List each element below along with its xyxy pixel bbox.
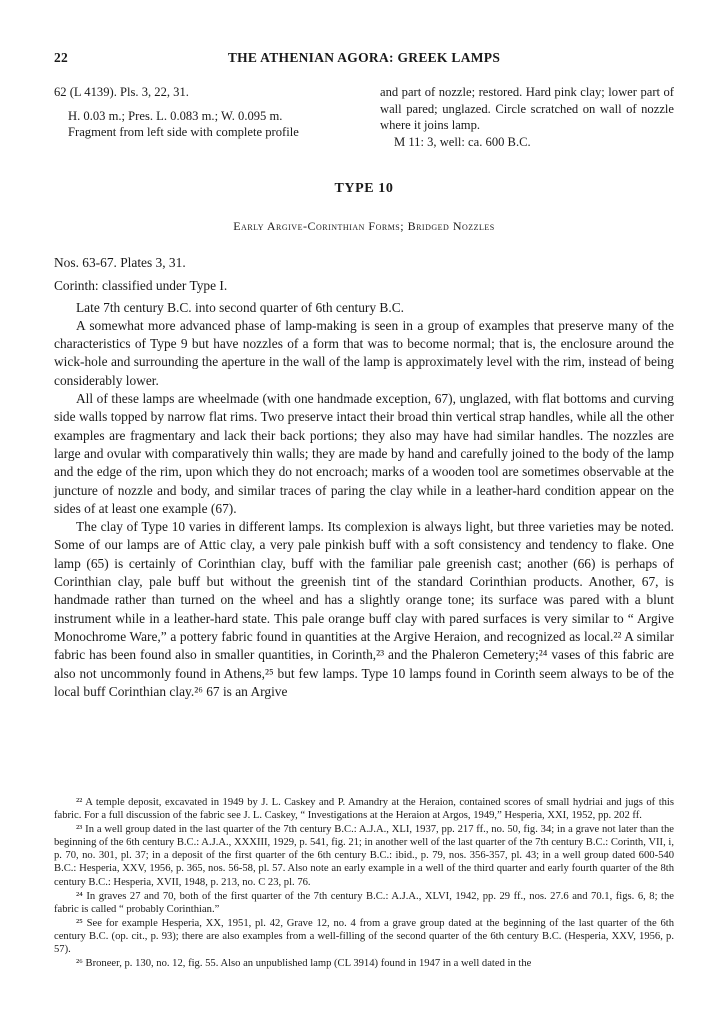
catalog-entry-right-column [380, 84, 674, 150]
footnote-25: ²⁵ See for example Hesperia, XX, 1951, pl. 42, Grave 12, no. 4 from a grave group dated at the beginning of the last quarter of the 6th century B.C. (op. cit., p. 93); there are also examples from a well-filling of the second quarter of the 6th century B.C. (Hesperia, XXV, 1956, p. 57). [54, 917, 674, 956]
footnotes [54, 796, 674, 970]
nos-line: Nos. 63-67. Plates 3, 31. [54, 255, 186, 270]
date-line: Late 7th century B.C. into second quarter of 6th century B.C. [76, 299, 404, 315]
catalog-entry-context: M 11: 3, well: ca. 600 B.C. [394, 134, 531, 149]
main-text [54, 254, 674, 701]
footnote-26: ²⁶ Broneer, p. 130, no. 12, fig. 55. Also an unpublished lamp (CL 3914) found in 1947 in a well dated in the [76, 958, 532, 970]
paragraph-1: A somewhat more advanced phase of lamp-making is seen in a group of examples that preserve many of the characteristics of Type 9 but have nozzles of a form that was to become normal; that is, the enclosure around the wick-hole and surrounding the aperture in the wall of the lamp is approximately level with the rim, instead of being considerably lower. [54, 317, 674, 388]
footnote-23: ²³ In a well group dated in the last quarter of the 7th century B.C.: A.J.A., XLI, 1937, pp. 217 ff., no. 50, fig. 34; in a grave not later than the beginning of the 6th century B.C.: A.J.A., XXXIII, 1929, p. 541, fig. 21; in another well of the last quarter of the 7th century B.C.: Corinth, VII, i, p. 70, no. 301, pl. 37; in a deposit of the first quarter of the 6th century B.C.: ibid., p. 79, nos. 356-357, pl. 43; in a well group dated 600-540 B.C.: Hesperia, XXV, 1956, p. 365, nos. 56-58, pl. 57. Also note an early example in a well of the third quarter and early fourth quarter of the 8th century B.C.: Hesperia, XVII, 1948, p. 213, no. C 23, pl. 76. [54, 824, 674, 888]
catalog-entry-description-end: and part of nozzle; restored. Hard pink clay; lower part of wall pared; unglazed. Circle scratched on wall of nozzle where it joins lamp. [380, 85, 674, 132]
catalog-entry-description-start: Fragment from left side with complete profile [68, 125, 299, 139]
corinth-line: Corinth: classified under Type I. [54, 278, 228, 294]
type-heading: TYPE 10 [334, 181, 394, 196]
page-number: 22 [54, 50, 69, 65]
catalog-entry-title: 62 (L 4139). Pls. 3, 22, 31. [54, 85, 189, 99]
paragraph-3: The clay of Type 10 varies in different lamps. Its complexion is always light, but three varieties may be noted. Some of our lamps are of Attic clay, a very pale pinkish buff with a soft consistency and tendency to flake. One lamp (65) is certainly of Corinthian clay, buff with the familiar pale greenish cast; another (66) is perhaps of Corinthian clay, pale buff but without the greenish tint of the standard Corinthian products. Another, 67, is handmade rather than turned on the wheel and has a slightly orange tone; its surface was pared with a blunt instrument while in a leather-hard state. This pale orange buff clay with pared surfaces is very similar to “ Argive Monochrome Ware,” a pottery fabric found in quantities at the Argive Heraion, and recognized as local.²² A similar fabric has been found also in smaller quantities, in Corinth,²³ and the Phaleron Cemetery;²⁴ vases of this fabric are also not uncommonly found in Athens,²⁵ but few lamps. Type 10 lamps found in Corinth seem always to be of the local buff Corinthian clay.²⁶ 67 is an Argive [54, 519, 674, 699]
running-header [54, 50, 674, 68]
footnote-22: ²² A temple deposit, excavated in 1949 by J. L. Caskey and P. Amandry at the Heraion, contained scores of small hydriai and jugs of this fabric. For a full discussion of the fabric see J. L. Caskey, “ Investigations at the Heraion at Argos, 1949,” Hesperia, XXI, 1952, pp. 202 ff. [54, 797, 674, 822]
type-subheading: Early Argive-Corinthian Forms; Bridged Nozzles [233, 219, 495, 233]
paragraph-2: All of these lamps are wheelmade (with one handmade exception, 67), unglazed, with flat bottoms and curving side walls topped by narrow flat rims. Two preserve intact their broad thin vertical strap handles, while all the other examples are fragmentary and lack their back portions; they also may have had similar handles. The nozzles are large and ovular with comparatively thin walls; they are made by hand and carefully joined to the body of the lamp and the edge of the rim, upon which they do not encroach; marks of a wooden tool are sometimes observable at the juncture of nozzle and body, and similar traces of paring the clay while in a leather-hard condition appear on the sides of at least one example (67). [54, 391, 674, 516]
running-title: THE ATHENIAN AGORA: GREEK LAMPS [227, 50, 501, 65]
catalog-entry-dimensions: H. 0.03 m.; Pres. L. 0.083 m.; W. 0.095 m. [68, 108, 283, 123]
catalog-entry-left-column [54, 84, 350, 141]
footnote-24: ²⁴ In graves 27 and 70, both of the first quarter of the 7th century B.C.: A.J.A., XLVI, 1942, pp. 29 ff., nos. 27.6 and 70.1, figs. 6, 8; the fabric is called “ probably Corinthian.” [54, 890, 674, 915]
